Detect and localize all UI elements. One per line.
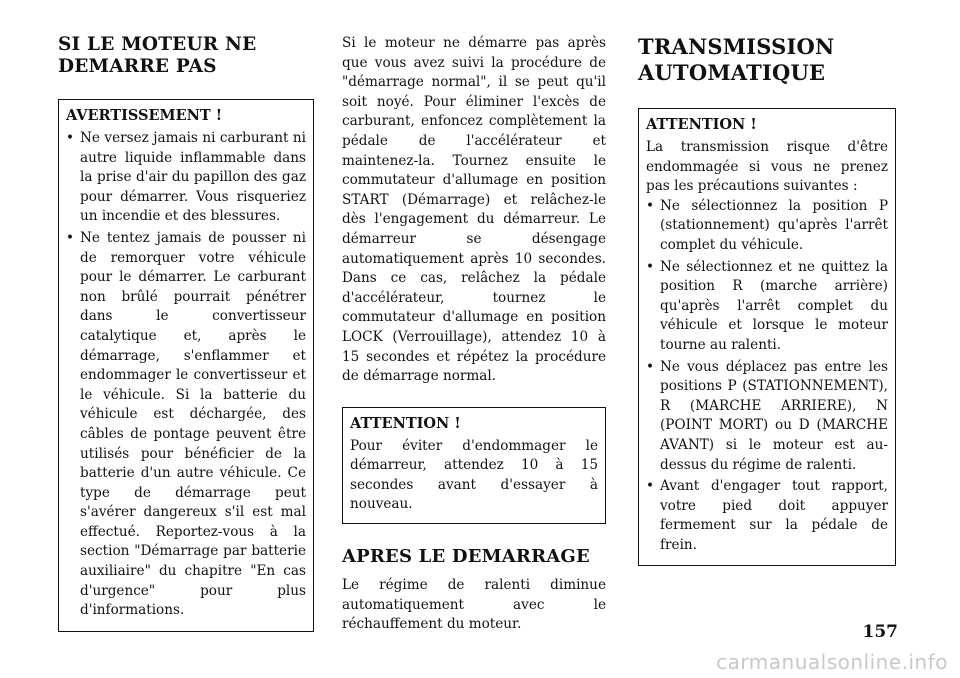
caution-intro: La transmission risque d'être endommagée si vous ne prenez pas les précautions suivantes : xyxy=(646,139,888,195)
after-start-paragraph: Le régime de ralenti diminue automatiquement avec le réchauffement du moteur. xyxy=(342,577,606,633)
middle-column xyxy=(342,34,606,635)
caution-title: ATTENTION ! xyxy=(646,116,757,133)
caution-box-transmission xyxy=(638,108,896,566)
warning-item: • Ne tentez jamais de pousser ni de remorquer votre véhicule pour le démarrer. Le carburant non brûlé pourrait pénétrer dans le convertisseur catalytique et, après le démarrage, s'enflammer et endommager le convertisseur et le véhicule. Si la batterie du véhicule est déchargée, des câbles de pontage peuvent être utilisés pour bénéficier de la batterie d'un autre véhicule. Ce type de démarrage peut s'avérer dangereux s'il est mal effectué. Reportez-vous à la section "Démarrage par batterie auxiliaire" du chapitre "En cas d'urgence" pour plus d'informations. xyxy=(66,229,306,621)
left-column xyxy=(58,34,314,632)
caution-list xyxy=(646,197,888,556)
watermark-text: carmanualsonline.info xyxy=(716,650,948,674)
caution-item: • Ne sélectionnez et ne quittez la position R (marche arrière) qu'après l'arrêt complet du véhicule et lorsque le moteur tourne au ralenti. xyxy=(646,258,888,356)
flooded-engine-paragraph: Si le moteur ne démarre pas après que vous avez suivi la procédure de "démarrage normal", il se peut qu'il soit noyé. Pour éliminer l'excès de carburant, enfoncez complètement la pédale de l'accélérateur et maintenez-la. Tournez ensuite le commutateur d'allumage en position START (Démarrage) et relâchez-le dès l'engagement du démarreur. Le démarreur se désengage automatiquement après 10 secondes. Dans ce cas, relâchez la pédale d'accélérateur, tournez le commutateur d'allumage en position LOCK (Verrouillage), attendez 10 à 15 secondes et répétez la procédure de démarrage normal. xyxy=(342,35,606,385)
caution-item: • Ne sélectionnez la position P (stationnement) qu'après l'arrêt complet du véhicule. xyxy=(646,197,888,256)
right-column xyxy=(638,34,896,566)
warning-item: • Ne versez jamais ni carburant ni autre liquide inflammable dans la prise d'air du papillon des gaz pour démarrer. Vous risqueriez un incendie et des blessures. xyxy=(66,129,306,227)
warning-box xyxy=(58,99,314,632)
caution-text: Pour éviter d'endommager le démarreur, attendez 10 à 15 secondes avant d'essayer à nouveau. xyxy=(350,437,598,513)
section-heading-engine-wont-start: SI LE MOTEUR NE DEMARRE PAS xyxy=(58,34,257,77)
caution-box-starter xyxy=(342,407,606,524)
caution-item: • Ne vous déplacez pas entre les positions P (STATIONNEMENT), R (MARCHE ARRIERE), N (POINT MORT) ou D (MARCHE AVANT) si le moteur est au-dessus du régime de ralenti. xyxy=(646,358,888,476)
section-heading-automatic-transmission: TRANSMISSION AUTOMATIQUE xyxy=(638,34,835,85)
warning-list xyxy=(66,129,306,621)
caution-title: ATTENTION ! xyxy=(350,414,461,432)
caution-item: • Avant d'engager tout rapport, votre pied doit appuyer fermement sur la pédale de frein. xyxy=(646,477,888,555)
page-number: 157 xyxy=(862,622,898,642)
warning-title: AVERTISSEMENT ! xyxy=(66,107,223,124)
section-heading-after-start: APRES LE DEMARRAGE xyxy=(342,546,590,568)
